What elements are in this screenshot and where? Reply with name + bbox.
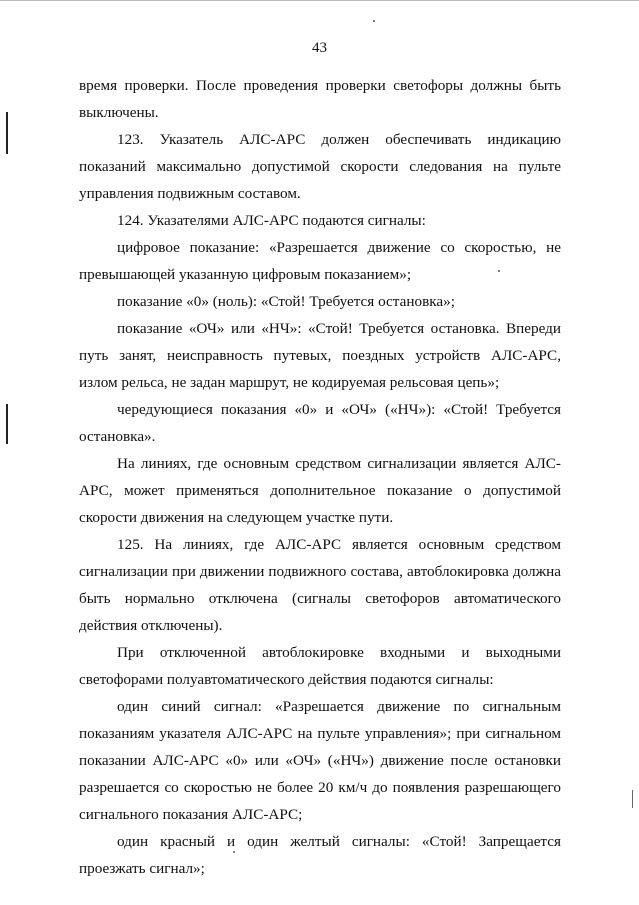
paragraph: время проверки. После проведения проверки светофоры должны быть выключены. [79, 77, 561, 121]
paragraph: один красный и один желтый сигналы: «Стой! Запрещается проезжать сигнал»; [79, 833, 561, 877]
paragraph: показание «ОЧ» или «НЧ»: «Стой! Требуется остановка. Впереди путь занят, неисправность путевых, поездных устройств АЛС-АРС, излом рельса, не задан маршрут, не кодируемая рельсовая цепь»; [79, 320, 561, 391]
paragraph: При отключенной автоблокировке входными и выходными светофорами полуавтоматического действия подаются сигналы: [79, 644, 561, 688]
paragraph: 124. Указателями АЛС-АРС подаются сигналы: [117, 212, 426, 229]
scan-margin-mark [632, 790, 633, 808]
scan-margin-mark [6, 112, 8, 154]
paragraph: показание «0» (ноль): «Стой! Требуется остановка»; [117, 293, 455, 310]
document-body [79, 72, 561, 882]
scan-top-edge [0, 0, 639, 1]
scan-margin-mark [6, 404, 8, 444]
paragraph: один синий сигнал: «Разрешается движение по сигнальным показаниям указателя АЛС-АРС на пульте управления»; при сигнальном показании АЛС-АРС «0» или «ОЧ» («НЧ») движение после остановки разрешается со скоростью не более 20 км/ч до появления разрешающего сигнального показания АЛС-АРС; [79, 698, 561, 823]
paragraph: чередующиеся показания «0» и «ОЧ» («НЧ»): «Стой! Требуется остановка». [79, 401, 561, 445]
page-number: 43 [312, 40, 327, 56]
paragraph: 125. На линиях, где АЛС-АРС является основным средством сигнализации при движении подвижного состава, автоблокировка должна быть нормально отключена (сигналы светофоров автоматического действия отключены). [79, 536, 561, 634]
paragraph: На линиях, где основным средством сигнализации является АЛС-АРС, может применяться дополнительное показание о допустимой скорости движения на следующем участке пути. [79, 455, 561, 526]
paragraph: цифровое показание: «Разрешается движение со скоростью, не превышающей указанную цифровым показанием»; [79, 239, 561, 283]
scan-speck [498, 270, 500, 272]
paragraph: 123. Указатель АЛС-АРС должен обеспечивать индикацию показаний максимально допустимой скорости следования на пульте управления подвижным составом. [79, 131, 561, 202]
scan-speck [373, 20, 375, 22]
scan-speck [233, 851, 235, 853]
